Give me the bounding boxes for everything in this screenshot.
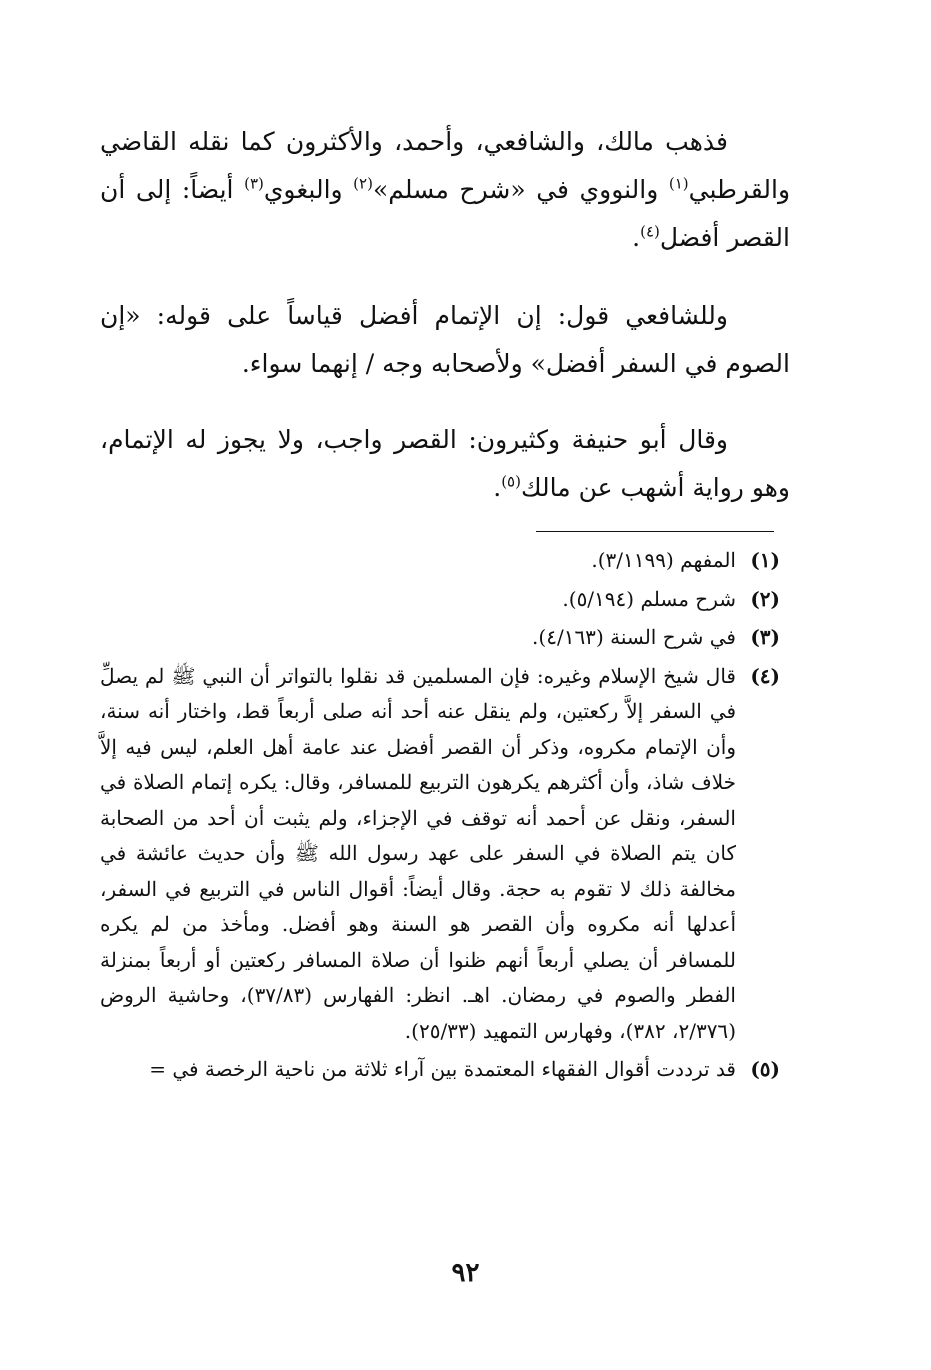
footnote-text: قال شيخ الإسلام وغيره: فإن المسلمين قد نقلوا بالتواتر أن النبي ﷺ لم يصلِّ في السفر إلاَّ ركعتين، ولم ينقل عنه أحد أنه صلى أربعاً قط، واختار أنه سنة، وأن الإتمام مكروه، وذكر أن القصر أفضل عند عامة أهل العلم، ليس فيه إلاَّ خلاف شاذ، وأن أكثرهم يكرهون التربيع للمسافر، وقال: يكره إتمام الصلاة في السفر، ونقل عن أحمد أنه توقف في الإجزاء، ولم يثبت أن أحد من الصحابة كان يتم الصلاة في السفر على عهد رسول الله ﷺ وأن حديث عائشة في مخالفة ذلك لا تقوم به حجة. وقال أيضاً: أقوال الناس في التربيع في السفر، أعدلها أنه مكروه وأن القصر هو السنة وهو أفضل. ومأخذ من لم يكره للمسافر أن يصلي أربعاً أنهم ظنوا أن صلاة المسافر ركعتين أو أربعاً بمنزلة الفطر والصوم في رمضان. اهـ. انظر: الفهارس (٣٧/٨٣)، وحاشية الروض (٢/٣٧٦، ٣٨٢)، وفهارس التمهيد (٢٥/٣٣). — [100, 663, 736, 1043]
paragraph-3-text — [100, 416, 790, 512]
footnote-text: شرح مسلم (٥/١٩٤). — [562, 586, 736, 611]
footnote-3 — [100, 620, 780, 656]
footnote-ref-1: (١) — [668, 174, 689, 193]
footnote-text: في شرح السنة (٤/١٦٣). — [532, 625, 736, 649]
footnote-number: (١) — [750, 548, 780, 572]
footnote-1 — [100, 543, 780, 579]
paragraph-1-part-a: فذهب مالك، والشافعي، وأحمد، والأكثرون كما نقله القاضي والقرطبي — [100, 127, 791, 204]
footnote-5 — [100, 1052, 780, 1088]
paragraph-1-part-e: . — [632, 223, 641, 252]
paragraph-1-part-b: والنووي في «شرح مسلم» — [372, 175, 669, 204]
paragraph-2-text: وللشافعي قول: إن الإتمام أفضل قياساً على قوله: «إن الصوم في السفر أفضل» ولأصحابه وجه / إنهما سواء. — [100, 301, 790, 378]
paragraph-3-part-b: . — [493, 473, 502, 502]
paragraph-3-part-a: وقال أبو حنيفة وكثيرون: القصر واجب، ولا يجوز له الإتمام، وهو رواية أشهب عن مالك — [100, 425, 790, 502]
footnote-ref-2: (٢) — [353, 174, 373, 193]
footnote-number: (٢) — [750, 586, 780, 611]
footnotes — [100, 543, 780, 1091]
footnote-number: (٤) — [750, 663, 780, 688]
footnote-2 — [100, 582, 780, 618]
page-number: ٩٢ — [451, 1258, 480, 1288]
footnote-4 — [100, 659, 780, 1050]
footnote-number: (٣) — [750, 625, 780, 649]
paragraph-1 — [100, 118, 790, 262]
paragraph-3 — [100, 416, 790, 512]
footnote-ref-3: (٣) — [244, 174, 264, 193]
footnote-ref-5: (٥) — [501, 472, 521, 491]
footnote-text: المفهم (٣/١١٩٩). — [591, 548, 736, 572]
paragraph-1-text — [100, 118, 790, 262]
footnote-ref-4: (٤) — [640, 222, 660, 241]
footnote-number: (٥) — [750, 1057, 780, 1081]
footnote-text: قد ترددت أقوال الفقهاء المعتمدة بين آراء ثلاثة من ناحية الرخصة في = — [149, 1057, 736, 1081]
footnote-divider — [536, 531, 774, 532]
paragraph-1-part-d: أيضاً: إلى أن القصر أفضل — [100, 175, 790, 252]
paragraph-2 — [100, 292, 790, 388]
paragraph-1-part-c: والبغوي — [263, 175, 354, 204]
